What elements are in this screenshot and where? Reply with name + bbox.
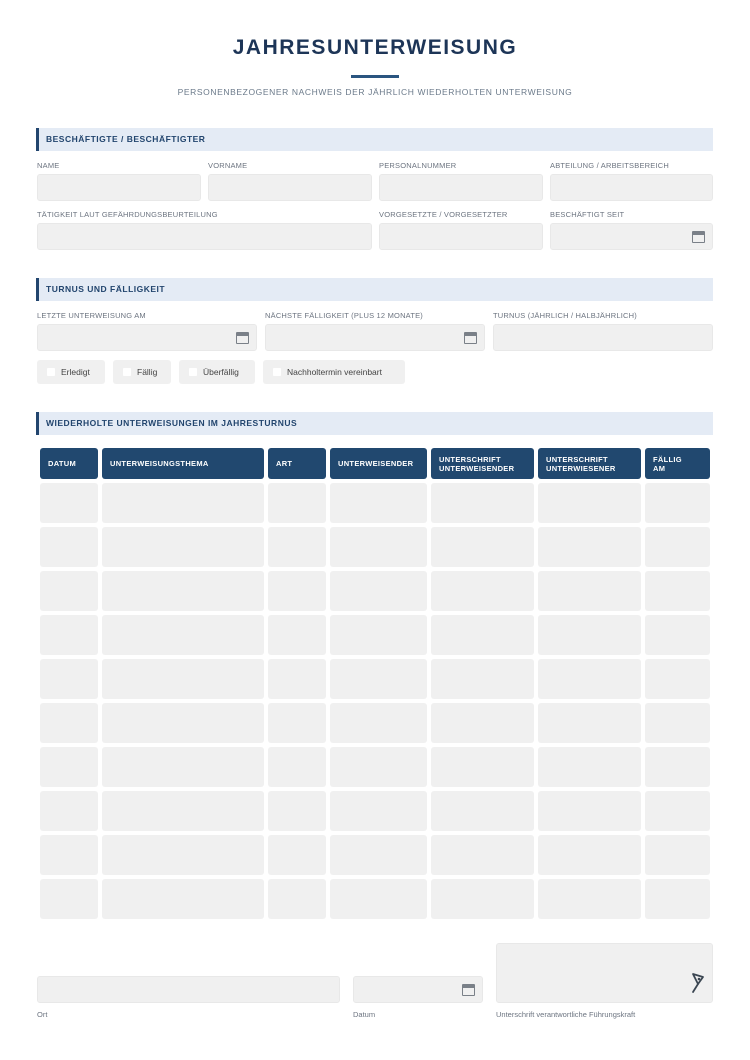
calendar-icon[interactable]	[692, 231, 705, 243]
table-cell[interactable]	[538, 483, 641, 523]
label-taetigkeit: TÄTIGKEIT LAUT GEFÄHRDUNGSBEURTEILUNG	[37, 210, 218, 219]
table-cell[interactable]	[538, 835, 641, 875]
status-label: Überfällig	[203, 367, 239, 377]
table-cell[interactable]	[538, 615, 641, 655]
table-cell[interactable]	[330, 527, 427, 567]
table-cell[interactable]	[538, 659, 641, 699]
table-cell[interactable]	[102, 483, 264, 523]
status-checkbox-faellig[interactable]	[113, 360, 171, 384]
table-cell[interactable]	[538, 791, 641, 831]
calendar-icon[interactable]	[462, 984, 475, 996]
signature-label: Unterschrift verantwortliche Führungskraft	[496, 1010, 636, 1019]
table-cell[interactable]	[268, 791, 326, 831]
column-header	[40, 448, 98, 479]
page-title: JAHRESUNTERWEISUNG	[232, 36, 518, 59]
column-header-line: AM	[653, 463, 666, 473]
signature-field[interactable]	[496, 943, 713, 1003]
table-cell[interactable]	[268, 527, 326, 567]
table-cell[interactable]	[330, 791, 427, 831]
label-turnus: TURNUS (JÄHRLICH / HALBJÄHRLICH)	[493, 311, 637, 320]
column-header-label	[110, 459, 209, 468]
table-cell[interactable]	[431, 483, 534, 523]
table-cell[interactable]	[538, 527, 641, 567]
ort-label: Ort	[37, 1010, 48, 1019]
table-cell[interactable]	[330, 747, 427, 787]
label-personalnummer: PERSONALNUMMER	[379, 161, 457, 170]
table-cell[interactable]	[268, 659, 326, 699]
table-cell[interactable]	[431, 791, 534, 831]
table-cell[interactable]	[431, 879, 534, 919]
column-header-line: UNTERWEISENDER	[338, 459, 414, 468]
table-cell[interactable]	[102, 747, 264, 787]
column-header	[268, 448, 326, 479]
table-cell[interactable]	[330, 615, 427, 655]
section-heading-table: WIEDERHOLTE UNTERWEISUNGEN IM JAHRESTURNUS	[36, 412, 713, 435]
table-cell[interactable]	[102, 835, 264, 875]
datum-field[interactable]	[353, 976, 483, 1003]
checkbox-icon[interactable]	[123, 368, 131, 376]
table-cell[interactable]	[40, 747, 98, 787]
status-label: Erledigt	[61, 367, 90, 377]
table-cell[interactable]	[431, 747, 534, 787]
table-cell[interactable]	[645, 791, 710, 831]
table-cell[interactable]	[330, 659, 427, 699]
table-cell[interactable]	[40, 659, 98, 699]
table-cell[interactable]	[330, 483, 427, 523]
calendar-icon[interactable]	[236, 332, 249, 344]
abteilung-field[interactable]	[550, 174, 713, 201]
column-header-line: FÄLLIG	[653, 454, 682, 464]
table-cell[interactable]	[102, 615, 264, 655]
table-cell[interactable]	[40, 615, 98, 655]
page-subtitle: PERSONENBEZOGENER NACHWEIS DER JÄHRLICH WIEDERHOLTEN UNTERWEISUNG	[177, 87, 573, 97]
section-heading-employee: BESCHÄFTIGTE / BESCHÄFTIGTER	[36, 128, 713, 151]
table-cell[interactable]	[431, 703, 534, 743]
table-cell[interactable]	[645, 615, 710, 655]
calendar-icon[interactable]	[464, 332, 477, 344]
table-cell[interactable]	[645, 483, 710, 523]
table-cell[interactable]	[330, 571, 427, 611]
column-header-line: DATUM	[48, 459, 77, 468]
checkbox-icon[interactable]	[47, 368, 55, 376]
table-cell[interactable]	[645, 571, 710, 611]
table-cell[interactable]	[645, 879, 710, 919]
table-cell[interactable]	[538, 703, 641, 743]
table-cell[interactable]	[268, 483, 326, 523]
table-cell[interactable]	[102, 791, 264, 831]
column-header-label	[653, 455, 682, 473]
label-name: NAME	[37, 161, 60, 170]
table-cell[interactable]	[330, 835, 427, 875]
table-cell[interactable]	[645, 527, 710, 567]
vorgesetzte-field[interactable]	[379, 223, 543, 250]
table-cell[interactable]	[102, 879, 264, 919]
table-cell[interactable]	[431, 527, 534, 567]
table-cell[interactable]	[40, 703, 98, 743]
table-cell[interactable]	[431, 659, 534, 699]
table-cell[interactable]	[645, 747, 710, 787]
column-header-line: UNTERWEISENDER	[439, 463, 515, 473]
table-cell[interactable]	[102, 659, 264, 699]
column-header-label	[276, 459, 292, 468]
table-cell[interactable]	[40, 835, 98, 875]
turnus-field[interactable]	[493, 324, 713, 351]
column-header-line: UNTERWIESENER	[546, 463, 616, 473]
column-header	[330, 448, 427, 479]
table-cell[interactable]	[431, 571, 534, 611]
status-checkbox-ueberfaellig[interactable]	[179, 360, 255, 384]
checkbox-icon[interactable]	[189, 368, 197, 376]
label-letzte-unterweisung: LETZTE UNTERWEISUNG AM	[37, 311, 146, 320]
column-header-label	[439, 455, 514, 473]
column-header-line: UNTERSCHRIFT	[546, 454, 608, 464]
status-label: Nachholtermin vereinbart	[287, 367, 382, 377]
column-header-line: UNTERWEISUNGSTHEMA	[110, 459, 209, 468]
vorname-field[interactable]	[208, 174, 372, 201]
table-cell[interactable]	[40, 527, 98, 567]
label-beschaeftigt-seit: BESCHÄFTIGT SEIT	[550, 210, 625, 219]
table-cell[interactable]	[268, 879, 326, 919]
table-cell[interactable]	[431, 835, 534, 875]
table-cell[interactable]	[645, 659, 710, 699]
table-cell[interactable]	[40, 791, 98, 831]
status-checkbox-nachholtermin[interactable]	[263, 360, 405, 384]
table-cell[interactable]	[330, 703, 427, 743]
table-cell[interactable]	[268, 615, 326, 655]
table-cell[interactable]	[102, 527, 264, 567]
table-cell[interactable]	[40, 571, 98, 611]
column-header-line: ART	[276, 459, 293, 468]
status-label: Fällig	[137, 367, 158, 377]
table-cell[interactable]	[102, 571, 264, 611]
letzte-unterweisung-field[interactable]	[37, 324, 257, 351]
table-cell[interactable]	[268, 835, 326, 875]
table-cell[interactable]	[268, 747, 326, 787]
table-cell[interactable]	[538, 879, 641, 919]
table-cell[interactable]	[538, 571, 641, 611]
ort-field[interactable]	[37, 976, 340, 1003]
section-heading-turnus: TURNUS UND FÄLLIGKEIT	[36, 278, 713, 301]
checkbox-icon[interactable]	[273, 368, 281, 376]
status-checkbox-erledigt[interactable]	[37, 360, 105, 384]
table-cell[interactable]	[102, 703, 264, 743]
table-cell[interactable]	[645, 703, 710, 743]
table-cell[interactable]	[330, 879, 427, 919]
label-vorgesetzte: VORGESETZTE / VORGESETZTER	[379, 210, 508, 219]
table-cell[interactable]	[645, 835, 710, 875]
naechste-faelligkeit-field[interactable]	[265, 324, 485, 351]
label-abteilung: ABTEILUNG / ARBEITSBEREICH	[550, 161, 669, 170]
table-cell[interactable]	[538, 747, 641, 787]
taetigkeit-field[interactable]	[37, 223, 372, 250]
column-header-line: UNTERSCHRIFT	[439, 454, 501, 464]
column-header	[538, 448, 641, 479]
label-naechste-faelligkeit: NÄCHSTE FÄLLIGKEIT (PLUS 12 MONATE)	[265, 311, 424, 320]
table-cell[interactable]	[40, 483, 98, 523]
column-header-label	[338, 459, 413, 468]
table-cell[interactable]	[40, 879, 98, 919]
beschaeftigt-seit-field[interactable]	[550, 223, 713, 250]
name-field[interactable]	[37, 174, 201, 201]
label-vorname: VORNAME	[208, 161, 248, 170]
table-cell[interactable]	[431, 615, 534, 655]
personalnummer-field[interactable]	[379, 174, 543, 201]
datum-label: Datum	[353, 1010, 376, 1019]
column-header	[645, 448, 710, 479]
table-cell[interactable]	[268, 571, 326, 611]
pen-icon	[690, 972, 706, 994]
column-header	[431, 448, 534, 479]
title-divider	[351, 75, 399, 78]
table-cell[interactable]	[268, 703, 326, 743]
column-header-label	[48, 459, 76, 468]
column-header	[102, 448, 264, 479]
column-header-label	[546, 455, 616, 473]
